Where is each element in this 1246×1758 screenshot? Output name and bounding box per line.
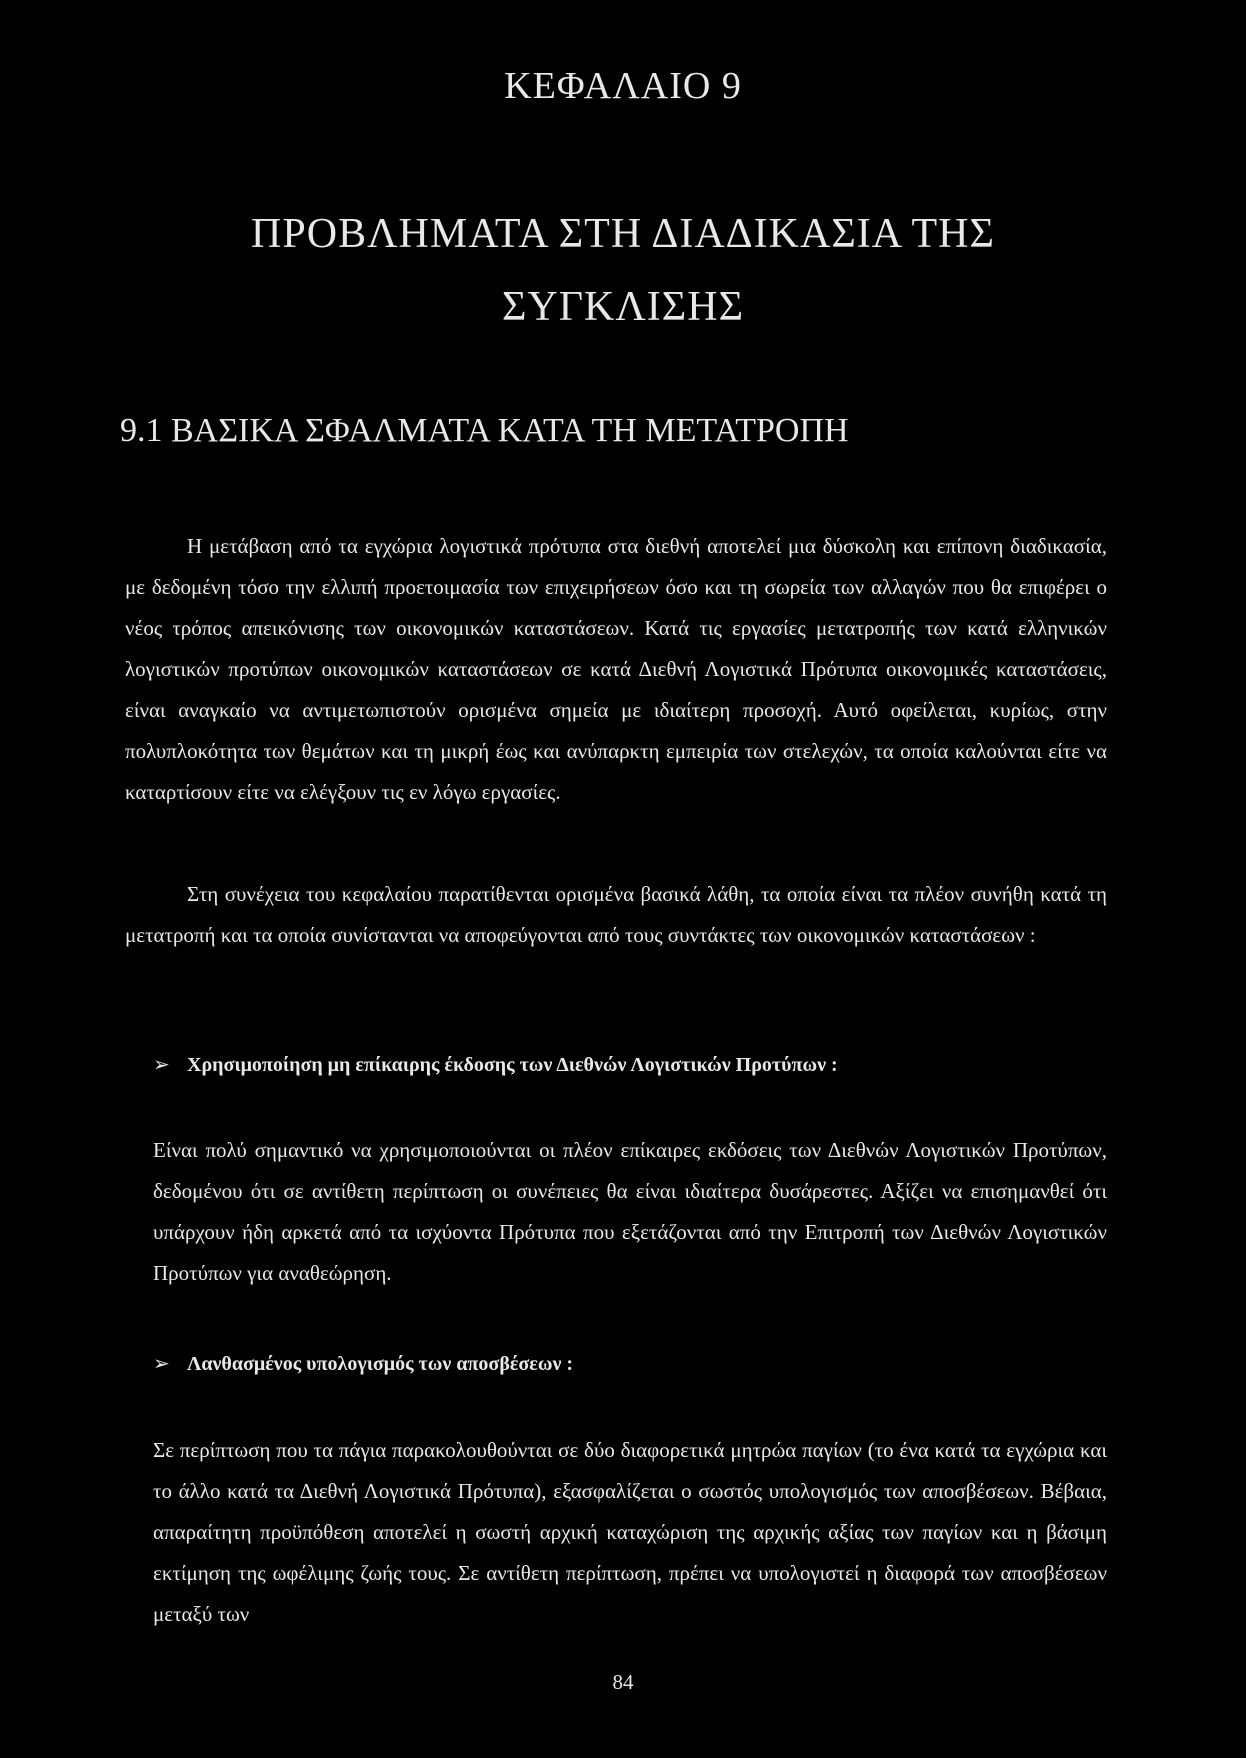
body-paragraph-errors-intro: Στη συνέχεια του κεφαλαίου παρατίθενται ορισμένα βασικά λάθη, τα οποία είναι τα πλέον συνήθη κατά τη μετατροπή και τα οποία συνίστανται να αποφεύγονται από τους συντάκτες των οικονομικών καταστάσεων : (125, 882, 1107, 947)
chapter-title-line-2: ΣΥΓΚΛΙΣΗΣ (501, 284, 745, 330)
chapter-title-line-1: ΠΡΟΒΛΗΜΑΤΑ ΣΤΗ ΔΙΑΔΙΚΑΣΙΑ ΤΗΣ (251, 211, 995, 257)
body-paragraph-intro: Η μετάβαση από τα εγχώρια λογιστικά πρότυπα στα διεθνή αποτελεί μια δύσκολη και επίπονη διαδικασία, με δεδομένη τόσο την ελλιπή προετοιμασία των επιχειρήσεων όσο και τη σωρεία των αλλαγών που θα επιφέρει ο νέος τρόπος απεικόνισης των οικονομικών καταστάσεων. Κατά τις εργασίες μετατροπής των κατά ελληνικών λογιστικών προτύπων οικονομικών καταστάσεων σε κατά Διεθνή Λογιστικά Πρότυπα οικονομικές καταστάσεις, είναι αναγκαίο να αντιμετωπιστούν ορισμένα σημεία με ιδιαίτερη προσοχή. Αυτό οφείλεται, κυρίως, στην πολυπλοκότητα των θεμάτων και τη μικρή έως και ανύπαρκτη εμπειρία των στελεχών, τα οποία καλούνται είτε να καταρτίσουν είτε να ελέγξουν τις εν λόγω εργασίες. (125, 534, 1107, 804)
arrow-bullet-icon: ➢ (153, 1353, 170, 1375)
bullet-heading-outdated-standards (153, 1052, 838, 1077)
bullet-heading-depreciation (153, 1351, 573, 1376)
body-paragraph-outdated-standards: Είναι πολύ σημαντικό να χρησιμοποιούνται οι πλέον επίκαιρες εκδόσεις των Διεθνών Λογιστικών Προτύπων, δεδομένου ότι σε αντίθετη περίπτωση οι συνέπειες θα είναι ιδιαίτερα δυσάρεστες. Αξίζει να επισημανθεί ότι υπάρχουν ήδη αρκετά από τα ισχύοντα Πρότυπα που εξετάζονται από την Επιτροπή των Διεθνών Λογιστικών Προτύπων για αναθεώρηση. (153, 1138, 1107, 1285)
body-paragraph-depreciation: Σε περίπτωση που τα πάγια παρακολουθούνται σε δύο διαφορετικά μητρώα παγίων (το ένα κατά τα εγχώρια και το άλλο κατά τα Διεθνή Λογιστικά Πρότυπα), εξασφαλίζεται ο σωστός υπολογισμός των αποσβέσεων. Βέβαια, απαραίτητη προϋπόθεση αποτελεί η σωστή αρχική καταχώριση της αρχικής αξίας των παγίων και η βάσιμη εκτίμηση της ωφέλιμης ζωής τους. Σε αντίθετη περίπτωση, πρέπει να υπολογιστεί η διαφορά των αποσβέσεων μεταξύ των (153, 1438, 1107, 1626)
arrow-bullet-icon: ➢ (153, 1054, 170, 1076)
bullet-heading-text: Χρησιμοποίηση μη επίκαιρης έκδοσης των Διεθνών Λογιστικών Προτύπων : (187, 1054, 838, 1076)
section-heading: 9.1 ΒΑΣΙΚΑ ΣΦΑΛΜΑΤΑ ΚΑΤΑ ΤΗ ΜΕΤΑΤΡΟΠΗ (120, 412, 849, 449)
chapter-heading: ΚΕΦΑΛΑΙΟ 9 (504, 65, 742, 107)
page-number: 84 (612, 1670, 634, 1694)
bullet-heading-text: Λανθασμένος υπολογισμός των αποσβέσεων : (187, 1353, 574, 1375)
